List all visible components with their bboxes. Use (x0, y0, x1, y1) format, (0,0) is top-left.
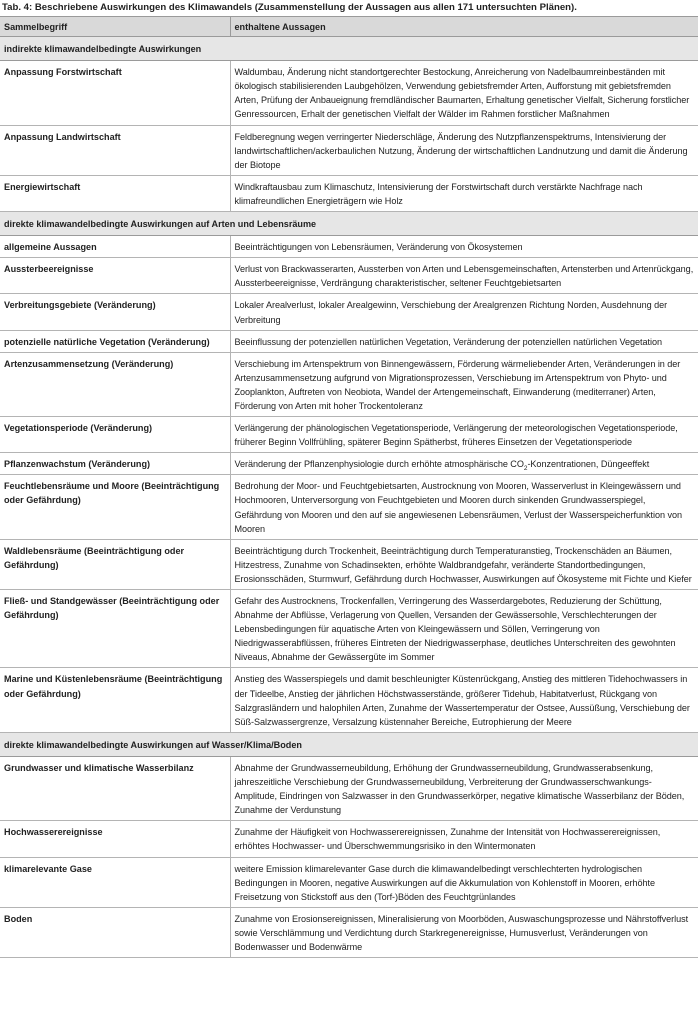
table-row (0, 294, 698, 330)
row-description: Lokaler Arealverlust, lokaler Arealgewinn, Verschiebung der Arealgrenzen Richtung Norden, Ausdehnung der Verbreitung (230, 294, 698, 330)
row-description: Zunahme von Erosionsereignissen, Mineralisierung von Moorböden, Auswaschungsprozesse und Nährstoffverlust sowie Verschlämmung und Verdichtung durch Starkregenereignisse, Humusverlust, Veränderungen von Bodenwasser und Bodenwärme (230, 907, 698, 957)
table-row (0, 756, 698, 820)
row-term: Fließ- und Standgewässer (Beeinträchtigung oder Gefährdung) (0, 590, 230, 668)
section-title-indirekte: indirekte klimawandelbedingte Auswirkungen (0, 37, 698, 61)
row-description: Anstieg des Wasserspiegels und damit beschleunigter Küstenrückgang, Anstieg des mittleren Tidehochwassers in der Tideelbe, Anstieg der jährlichen Höchstwasserstände, größerer Tidehub, Habitatverlust, Rückgang von Salzgrasländern und halophilen Arten, Zunahme der Wassertemperatur der Ostsee, Aussüßung, Verschiebung der Süß-Salzwassergrenze, Versalzung küstennaher Bereiche, Eutrophierung der Meere (230, 668, 698, 732)
subscript-2: 2 (523, 465, 528, 473)
row-term: Hochwasserereignisse (0, 821, 230, 857)
row-description: Verlängerung der phänologischen Vegetationsperiode, Verlängerung der meteorologischen Vegetationsperiode, früherer Beginn Vollfrühling, späterer Beginn Spätherbst, früheres Einsetzen der Vegetationsperiode (230, 417, 698, 453)
row-description (230, 453, 698, 475)
row-description: Windkraftausbau zum Klimaschutz, Intensivierung der Forstwirtschaft durch verstärkte Nachfrage nach klimafreundlichen Energieträgern wie Holz (230, 175, 698, 211)
table-row (0, 125, 698, 175)
row-description: Feldberegnung wegen verringerter Niederschläge, Änderung des Nutzpflanzenspektrums, Intensivierung der landwirtschaftlichen/ackerbaulichen Nutzung, Änderung der wirtschaftlichen Landnutzung und damit die Änderung der Biotope (230, 125, 698, 175)
table-row (0, 453, 698, 475)
row-description: Beeinträchtigungen von Lebensräumen, Veränderung von Ökosystemen (230, 236, 698, 258)
header-enthaltene-aussagen: enthaltene Aussagen (230, 17, 698, 37)
section-row (0, 37, 698, 61)
section-title-wasser-klima-boden: direkte klimawandelbedingte Auswirkungen auf Wasser/Klima/Boden (0, 732, 698, 756)
table-row (0, 821, 698, 857)
row-description: Verschiebung im Artenspektrum von Binnengewässern, Förderung wärmeliebender Arten, Veränderungen in der Artenzusammensetzung aufgrund von Migrationsprozessen, Verschiebung im Artenspektrum von Phyto- und Zooplankton, Auftreten von Neobiota, Wandel der Artengemeinschaft, Einwanderung (mediterraner) Arten, Förderung von Arten mit hoher Trockentoleranz (230, 352, 698, 416)
row-term: Anpassung Forstwirtschaft (0, 61, 230, 125)
row-term: Boden (0, 907, 230, 957)
table-row (0, 417, 698, 453)
table-row (0, 475, 698, 539)
section-row (0, 732, 698, 756)
row-term: Aussterbeereignisse (0, 258, 230, 294)
table-row (0, 352, 698, 416)
table-row (0, 668, 698, 732)
table-row (0, 61, 698, 125)
row-term: Feuchtlebensräume und Moore (Beeinträchtigung oder Gefährdung) (0, 475, 230, 539)
row-term: Grundwasser und klimatische Wasserbilanz (0, 756, 230, 820)
row-description: Beeinträchtigung durch Trockenheit, Beeinträchtigung durch Temperaturanstieg, Trockenschäden an Bäumen, Hitzestress, Zunahme von Schadinsekten, erhöhte Waldbrandgefahr, veränderte Standortbedingungen, Erosionsschäden, Sturmwurf, Gefährdung durch Hochwasser, Auswirkungen auf Ökosysteme mit Fichte und Kiefer (230, 539, 698, 589)
row-term: Waldlebensräume (Beeinträchtigung oder Gefährdung) (0, 539, 230, 589)
table-row (0, 590, 698, 668)
row-term: Anpassung Landwirtschaft (0, 125, 230, 175)
row-term: Marine und Küstenlebensräume (Beeinträchtigung oder Gefährdung) (0, 668, 230, 732)
description-text-end: -Konzentrationen, Düngeeffekt (527, 459, 650, 470)
header-sammelbegriff: Sammelbegriff (0, 17, 230, 37)
section-row (0, 212, 698, 236)
row-term: Verbreitungsgebiete (Veränderung) (0, 294, 230, 330)
table-row (0, 330, 698, 352)
row-term: Energiewirtschaft (0, 175, 230, 211)
table-row (0, 175, 698, 211)
row-description: weitere Emission klimarelevanter Gase durch die klimawandelbedingt verschlechterten hydrologischen Bedingungen in Mooren, negative Auswirkungen auf die Akkumulation von Kohlenstoff in Mooren, erhöhte Freisetzung von Stickstoff aus den (Torf-)Böden des Feuchtgrünlandes (230, 857, 698, 907)
row-term: allgemeine Aussagen (0, 236, 230, 258)
row-description: Gefahr des Austrocknens, Trockenfallen, Verringerung des Wasserdargebotes, Reduzierung der Schüttung, Abnahme der Abflüsse, Verlagerung von Quellen, Versanden der Gewässersohle, Verschlechterungen der Lebensbedingungen für aquatische Arten von Kleingewässern und Söllen, Verringerung von Niedrigwasserabflüssen, früheres Eintreten der Niedrigwasserphase, deutliches Unterschreiten des gewohnten Niveaus, Abnahme der Gewässergüte im Sommer (230, 590, 698, 668)
row-description: Verlust von Brackwasserarten, Aussterben von Arten und Lebensgemeinschaften, Artensterben und Artenrückgang, Aussterbeereignisse, Verdrängung charakteristischer, seltener Feuchtgebietsarten (230, 258, 698, 294)
row-term: Vegetationsperiode (Veränderung) (0, 417, 230, 453)
section-title-arten-lebensraeume: direkte klimawandelbedingte Auswirkungen auf Arten und Lebensräume (0, 212, 698, 236)
row-term: Artenzusammensetzung (Veränderung) (0, 352, 230, 416)
row-term: potenzielle natürliche Vegetation (Veränderung) (0, 330, 230, 352)
table-row (0, 258, 698, 294)
row-description: Beeinflussung der potenziellen natürlichen Vegetation, Veränderung der potenziellen natürlichen Vegetation (230, 330, 698, 352)
row-description: Abnahme der Grundwasserneubildung, Erhöhung der Grundwasserneubildung, Grundwasserabsenkung, jahreszeitliche Verschiebung der Grundwasserneubildung, Verbreiterung der Grundwasserschwankungs-Amplitude, Eindringen von Salzwasser in den Grundwasserkörper, negative klimatische Wasserbilanz der Böden, Zunahme der Verdunstung (230, 756, 698, 820)
table-row (0, 907, 698, 957)
table-caption: Tab. 4: Beschriebene Auswirkungen des Klimawandels (Zusammenstellung der Aussagen aus allen 171 untersuchten Plänen). (2, 2, 577, 13)
table-row (0, 857, 698, 907)
effects-table (0, 16, 698, 958)
row-description: Waldumbau, Änderung nicht standortgerechter Bestockung, Anreicherung von Nadelbaumreinbeständen mit ökologisch stabilisierenden Laubgehölzen, Verwendung gebietsfremder Arten, Aufforstung mit gebietsfremden Arten, Prüfung der Anbaueignung fremdländischer Baumarten, Erhaltung genetischer Vielfalt, Sicherung forstlicher Genressourcen, Erhalt der genetischen Vielfalt der Wälder im Rahmen forstlicher Maßnahmen (230, 61, 698, 125)
description-text-start: Veränderung der Pflanzenphysiologie durch erhöhte atmosphärische CO (234, 459, 524, 470)
row-term: Pflanzenwachstum (Veränderung) (0, 453, 230, 475)
table-header-row (0, 17, 698, 37)
table-row (0, 236, 698, 258)
row-description: Bedrohung der Moor- und Feuchtgebietsarten, Austrocknung von Mooren, Wasserverlust in Kleingewässern und Hochmooren, Unterversorgung von Feuchtgebieten und Mooren durch sinkenden Grundwasserspiegel, Gefährdung von Mooren und den auf sie angewiesenen Lebensräumen, Verlust der Wasserspeicherfunktion von Mooren (230, 475, 698, 539)
row-term: klimarelevante Gase (0, 857, 230, 907)
table-row (0, 539, 698, 589)
row-description: Zunahme der Häufigkeit von Hochwasserereignissen, Zunahme der Intensität von Hochwasserereignissen, erhöhtes Hochwasser- und Überschwemmungsrisiko in den Wintermonaten (230, 821, 698, 857)
